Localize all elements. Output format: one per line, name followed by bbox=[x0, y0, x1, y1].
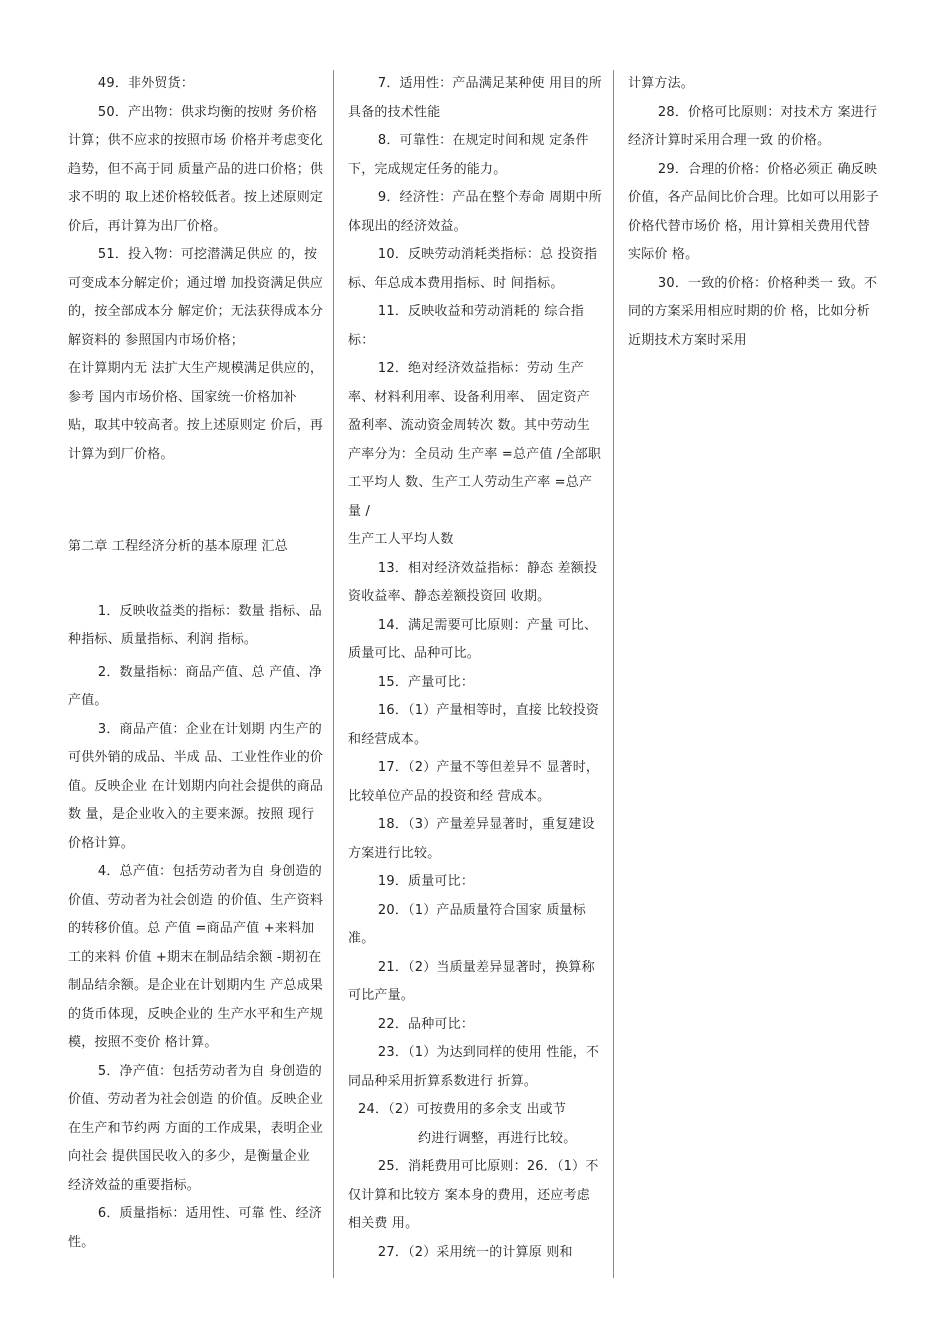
paragraph-30: 30．一致的价格：价格种类一 致。不同的方案采用相应时期的价 格，比如分析近期技术方案时采用 bbox=[628, 275, 878, 348]
paragraph-24-continued: 约进行调整，再进行比较。 bbox=[418, 1130, 577, 1146]
paragraph-6: 6．质量指标：适用性、可靠 性、经济性。 bbox=[68, 1206, 322, 1250]
column-divider-left bbox=[333, 70, 334, 1278]
paragraph-17: 17．（2）产量不等但差异不 显著时，比较单位产品的投资和经 营成本。 bbox=[348, 760, 600, 804]
paragraph-25-26: 25．消耗费用可比原则：26．（1）不仅计算和比较方 案本身的费用，还应考虑相关费 用。 bbox=[348, 1159, 599, 1231]
chapter-heading: 第二章 工程经济分析的基本原理 汇总 bbox=[68, 539, 288, 554]
paragraph-28: 28．价格可比原则：对技术方 案进行经济计算时采用合理一致 的价格。 bbox=[628, 104, 878, 148]
paragraph-18: 18．（3）产量差异显著时，重复建设方案进行比较。 bbox=[348, 817, 595, 861]
paragraph-51: 51．投入物：可挖潜满足供应 的，按可变成本分解定价；通过增 加投资满足供应的，按全部成本分 解定价；无法获得成本分解资料的 参照国内市场价格； bbox=[68, 247, 324, 348]
paragraph-23: 23．（1）为达到同样的使用 性能，不同品种采用折算系数进行 折算。 bbox=[348, 1045, 600, 1089]
paragraph-12: 12．绝对经济效益指标：劳动 生产率、材料利用率、设备利用率、 固定资产盈利率、流动资金周转次 数。其中劳动生产率分为：全员动 生产率 =总产值 /全部职工平均人 数、生产工人劳动生产率 =总产量 / bbox=[348, 361, 602, 519]
paragraph-20: 20．（1）产品质量符合国家 质量标准。 bbox=[348, 902, 586, 946]
paragraph-3: 3．商品产值：企业在计划期 内生产的可供外销的成品、半成 品、工业性作业的价值。反映企业 在计划期内向社会提供的商品数 量，是企业收入的主要来源。按照 现行价格计算。 bbox=[68, 721, 324, 851]
paragraph-27-continued: 计算方法。 bbox=[628, 76, 695, 91]
paragraph-21: 21．（2）当质量差异显著时，换算称可比产量。 bbox=[348, 959, 595, 1003]
spacer bbox=[68, 562, 324, 598]
text-column-2 bbox=[348, 70, 602, 1267]
paragraph-50: 50．产出物：供求均衡的按财 务价格计算；供不应求的按照市场 价格并考虑变化趋势，但不高于同 质量产品的进口价格；供求不明的 取上述价格较低者。按上述原则定 价后，再计算为出厂价格。 bbox=[68, 104, 324, 234]
paragraph-27: 27．（2）采用统一的计算原 则和 bbox=[377, 1244, 573, 1260]
paragraph-22: 22．品种可比： bbox=[377, 1016, 475, 1032]
paragraph-10: 10．反映劳动消耗类指标：总 投资指标、年总成本费用指标、时 间指标。 bbox=[348, 247, 598, 291]
spacer bbox=[68, 469, 324, 533]
paragraph-5: 5．净产值：包括劳动者为自 身创造的价值、劳动者为社会创造 的价值。反映企业在生产和节约两 方面的工作成果，表明企业向社会 提供国民收入的多少，是衡量企业 经济效益的重要指标。 bbox=[68, 1063, 324, 1193]
paragraph-19: 19．质量可比： bbox=[377, 874, 475, 889]
column-divider-right bbox=[613, 70, 614, 1278]
paragraph-4: 4．总产值：包括劳动者为自 身创造的价值、劳动者为社会创造 的价值、生产资料的转移价值。总 产值 =商品产值 +来料加工的来料 价值 +期末在制品结余额 -期初在 制品结余额。是企业在计划期内生 产总成果的货币体现，反映企业的 生产水平和生产规模，按照不变价 格计算。 bbox=[68, 864, 324, 1050]
paragraph-2: 2．数量指标：商品产值、总 产值、净产值。 bbox=[68, 664, 322, 708]
paragraph-7: 7．适用性：产品满足某种使 用目的所具备的技术性能 bbox=[348, 76, 602, 120]
paragraph-13: 13．相对经济效益指标：静态 差额投资收益率、静态差额投资回 收期。 bbox=[348, 560, 598, 604]
paragraph-15: 15．产量可比： bbox=[377, 674, 475, 690]
text-column-1 bbox=[68, 70, 324, 1257]
paragraph-24: 24．（2）可按费用的多余支 出或节 bbox=[358, 1102, 567, 1117]
paragraph-29: 29．合理的价格：价格必须正 确反映价值，各产品间比价合理。比如可以用影子价格代替市场价 格，用计算相关费用代替实际价 格。 bbox=[628, 161, 879, 262]
paragraph-51-continued: 在计算期内无 法扩大生产规模满足供应的，参考 国内市场价格、国家统一价格加补 贴，取其中较高者。按上述原则定 价后，再计算为到厂价格。 bbox=[68, 361, 324, 462]
paragraph-16: 16．（1）产量相等时，直接 比较投资和经营成本。 bbox=[348, 703, 600, 747]
paragraph-11: 11．反映收益和劳动消耗的 综合指标： bbox=[348, 304, 584, 348]
paragraph-8: 8．可靠性：在规定时间和规 定条件下，完成规定任务的能力。 bbox=[348, 133, 589, 177]
text-column-3 bbox=[628, 70, 880, 355]
paragraph-1: 1．反映收益类的指标：数量 指标、品种指标、质量指标、利润 指标。 bbox=[68, 603, 322, 647]
paragraph-12-continued: 生产工人平均人数 bbox=[348, 532, 454, 547]
paragraph-9: 9．经济性：产品在整个寿命 周期中所体现出的经济效益。 bbox=[348, 190, 602, 234]
paragraph-14: 14．满足需要可比原则：产量 可比、质量可比、品种可比。 bbox=[348, 617, 598, 661]
paragraph-49: 49．非外贸货： bbox=[97, 76, 195, 91]
